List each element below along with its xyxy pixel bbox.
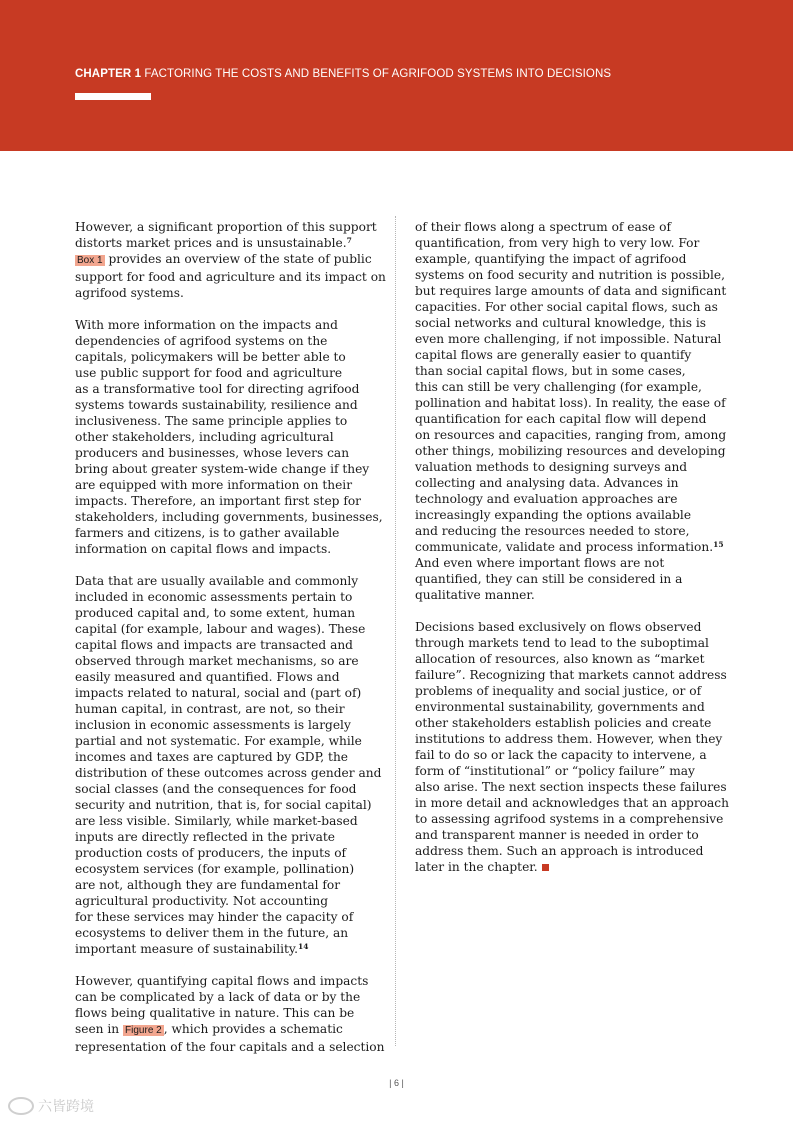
footnote-ref-7[interactable]: 7 xyxy=(346,236,352,245)
text-line: Data that are usually available and commonly xyxy=(75,574,359,588)
chapter-title-text: FACTORING THE COSTS AND BENEFITS OF AGRIFOOD SYSTEMS INTO DECISIONS xyxy=(144,68,612,80)
text-line: capacities. For other social capital flows, such as xyxy=(415,300,718,314)
chapter-header-band xyxy=(0,0,793,151)
chapter-label: CHAPTER 1 xyxy=(75,68,142,80)
left-paragraph-4 xyxy=(75,973,385,1055)
watermark-text: 六皆跨境 xyxy=(38,1099,94,1115)
footnote-ref-15[interactable]: 15 xyxy=(713,540,724,549)
box-1-link[interactable]: Box 1 xyxy=(77,255,103,266)
text-span: later in the chapter. xyxy=(415,860,538,874)
text-line: capital flows and impacts are transacted and xyxy=(75,638,353,652)
text-line: social networks and cultural knowledge, this is xyxy=(415,316,707,330)
text-span: important measure of sustainability. xyxy=(75,942,299,956)
text-line: increasingly expanding the options available xyxy=(415,508,692,522)
text-line: inclusiveness. The same principle applies to xyxy=(75,414,348,428)
text-line: systems towards sustainability, resilience and xyxy=(75,398,358,412)
text-line: on resources and capacities, ranging from, among xyxy=(415,428,727,442)
text-span: , which provides a schematic xyxy=(163,1022,343,1036)
text-line: environmental sustainability, governments and xyxy=(415,700,705,714)
text-line: systems on food security and nutrition is possible, xyxy=(415,268,725,282)
text-line: failure”. Recognizing that markets cannot address xyxy=(415,668,727,682)
text-span: distorts market prices and is unsustainable. xyxy=(75,236,347,250)
text-line: Decisions based exclusively on flows observed xyxy=(415,620,702,634)
right-paragraph-1 xyxy=(415,219,727,603)
text-line: address them. Such an approach is introduced xyxy=(415,844,704,858)
text-line: distribution of these outcomes across gender and xyxy=(75,766,382,780)
text-line: agrifood systems. xyxy=(75,286,184,300)
text-line xyxy=(415,859,719,875)
watermark xyxy=(8,1096,94,1116)
text-line: With more information on the impacts and xyxy=(75,318,338,332)
text-line: than social capital flows, but in some cases, xyxy=(415,364,686,378)
text-line: are not, although they are fundamental for xyxy=(75,878,341,892)
text-line: farmers and citizens, is to gather available xyxy=(75,526,340,540)
text-line: included in economic assessments pertain to xyxy=(75,590,353,604)
right-paragraph-2 xyxy=(415,619,729,875)
text-line: and transparent manner is needed in order to xyxy=(415,828,699,842)
text-line: through markets tend to lead to the suboptimal xyxy=(415,636,709,650)
text-line: other stakeholders establish policies and create xyxy=(415,716,712,730)
text-line xyxy=(75,251,381,269)
text-line: flows being qualitative in nature. This can be xyxy=(75,1006,355,1020)
text-line: produced capital and, to some extent, human xyxy=(75,606,356,620)
column-divider xyxy=(395,216,396,1046)
text-line: capitals, policymakers will be better able to xyxy=(75,350,346,364)
text-line: social classes (and the consequences for food xyxy=(75,782,357,796)
text-line xyxy=(75,941,381,957)
text-line: and reducing the resources needed to store, xyxy=(415,524,690,538)
text-line: inputs are directly reflected in the private xyxy=(75,830,335,844)
text-line: technology and evaluation approaches are xyxy=(415,492,678,506)
text-line: bring about greater system-wide change if they xyxy=(75,462,370,476)
text-line: capital (for example, labour and wages). These xyxy=(75,622,366,636)
chapter-title xyxy=(75,68,611,80)
text-line: this can still be very challenging (for example, xyxy=(415,380,702,394)
page-number: | 6 | xyxy=(389,1078,404,1088)
text-line: are less visible. Similarly, while market-based xyxy=(75,814,358,828)
text-line: form of “institutional” or “policy failure” may xyxy=(415,764,695,778)
text-line: can be complicated by a lack of data or by the xyxy=(75,990,361,1004)
text-line: as a transformative tool for directing agrifood xyxy=(75,382,360,396)
text-line xyxy=(415,539,724,555)
end-of-section-mark xyxy=(542,864,549,871)
left-column xyxy=(75,219,386,1071)
text-line: However, a significant proportion of this support xyxy=(75,220,377,234)
text-line: ecosystems to deliver them in the future, an xyxy=(75,926,349,940)
text-line: other things, mobilizing resources and developing xyxy=(415,444,726,458)
text-line: qualitative manner. xyxy=(415,588,535,602)
text-line: are equipped with more information on their xyxy=(75,478,353,492)
text-line: incomes and taxes are captured by GDP, the xyxy=(75,750,349,764)
text-line: in more detail and acknowledges that an approach xyxy=(415,796,729,810)
text-line: fail to do so or lack the capacity to intervene, a xyxy=(415,748,707,762)
watermark-logo-icon xyxy=(8,1097,34,1115)
text-line: security and nutrition, that is, for social capital) xyxy=(75,798,372,812)
text-line xyxy=(75,1021,381,1039)
text-line xyxy=(75,235,381,251)
text-line: support for food and agriculture and its impact on xyxy=(75,270,386,284)
text-line: stakeholders, including governments, businesses, xyxy=(75,510,383,524)
text-line: other stakeholders, including agricultural xyxy=(75,430,334,444)
text-line: And even where important flows are not xyxy=(415,556,665,570)
text-line: but requires large amounts of data and significant xyxy=(415,284,727,298)
figure-2-link[interactable]: Figure 2 xyxy=(125,1025,162,1036)
text-line: problems of inequality and social justice, or of xyxy=(415,684,702,698)
text-line: impacts. Therefore, an important first step for xyxy=(75,494,362,508)
text-span: seen in xyxy=(75,1022,124,1036)
text-line: also arise. The next section inspects these failures xyxy=(415,780,727,794)
left-paragraph-3 xyxy=(75,573,381,957)
text-line: human capital, in contrast, are not, so their xyxy=(75,702,345,716)
text-line: partial and not systematic. For example, while xyxy=(75,734,362,748)
text-line: of their flows along a spectrum of ease of xyxy=(415,220,671,234)
text-span: provides an overview of the state of public xyxy=(104,252,372,266)
text-line: pollination and habitat loss). In reality, the ease of xyxy=(415,396,726,410)
text-line: quantification for each capital flow will depend xyxy=(415,412,707,426)
text-line: use public support for food and agriculture xyxy=(75,366,343,380)
text-line: inclusion in economic assessments is largely xyxy=(75,718,351,732)
text-line: valuation methods to designing surveys and xyxy=(415,460,688,474)
text-line: observed through market mechanisms, so are xyxy=(75,654,359,668)
text-line: institutions to address them. However, when they xyxy=(415,732,723,746)
left-paragraph-2 xyxy=(75,317,381,557)
text-line: information on capital flows and impacts. xyxy=(75,542,332,556)
text-line: allocation of resources, also known as “market xyxy=(415,652,705,666)
text-line: impacts related to natural, social and (part of) xyxy=(75,686,362,700)
text-line: agricultural productivity. Not accounting xyxy=(75,894,329,908)
text-line: representation of the four capitals and a selection xyxy=(75,1040,385,1054)
text-line: example, quantifying the impact of agrifood xyxy=(415,252,687,266)
text-line: producers and businesses, whose levers can xyxy=(75,446,350,460)
text-line: easily measured and quantified. Flows and xyxy=(75,670,340,684)
text-line: However, quantifying capital flows and impacts xyxy=(75,974,369,988)
text-line: collecting and analysing data. Advances in xyxy=(415,476,679,490)
text-line: quantification, from very high to very low. For xyxy=(415,236,700,250)
text-line: ecosystem services (for example, pollination) xyxy=(75,862,355,876)
text-span: communicate, validate and process information. xyxy=(415,540,714,554)
right-column xyxy=(415,219,729,891)
text-line: capital flows are generally easier to quantify xyxy=(415,348,692,362)
text-line: for these services may hinder the capacity of xyxy=(75,910,354,924)
text-line: to assessing agrifood systems in a comprehensive xyxy=(415,812,724,826)
text-line: dependencies of agrifood systems on the xyxy=(75,334,328,348)
header-rule xyxy=(75,93,151,100)
footnote-ref-14[interactable]: 14 xyxy=(298,942,309,951)
text-line: quantified, they can still be considered in a xyxy=(415,572,683,586)
text-line: production costs of producers, the inputs of xyxy=(75,846,347,860)
text-line: even more challenging, if not impossible. Natural xyxy=(415,332,722,346)
left-paragraph-1 xyxy=(75,219,386,301)
